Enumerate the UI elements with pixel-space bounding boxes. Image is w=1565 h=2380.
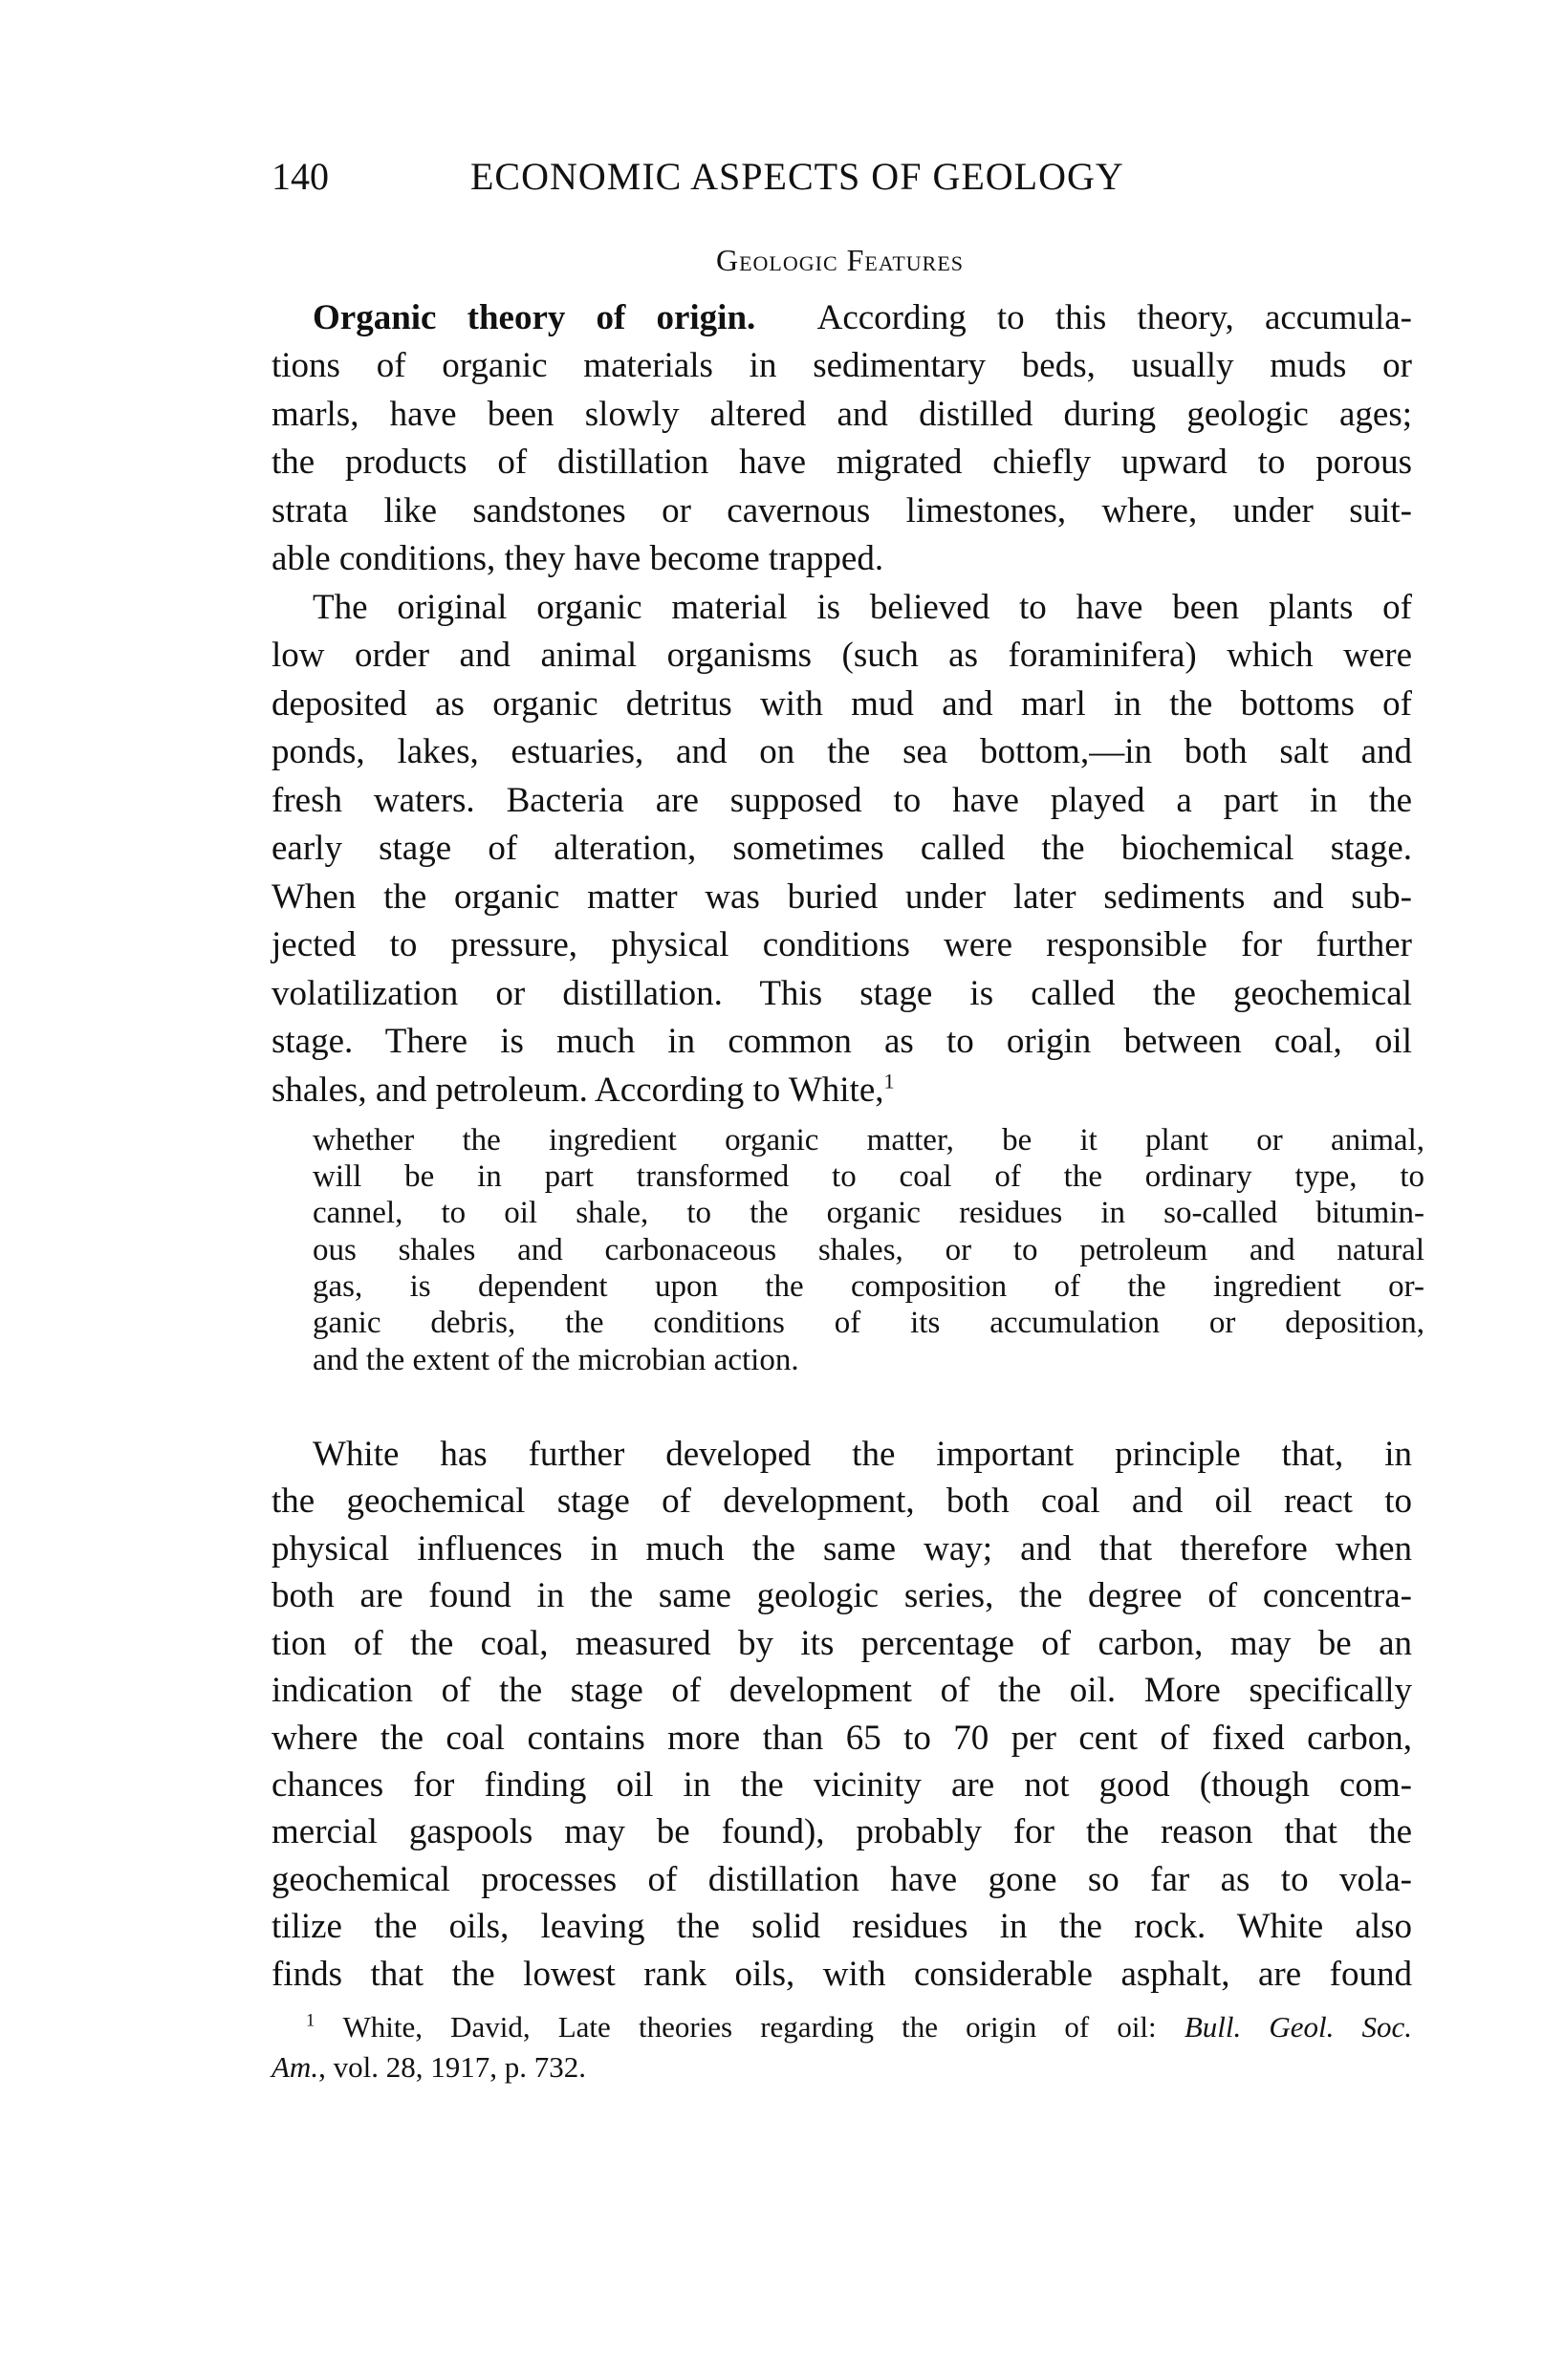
paragraph-line: stage. There is much in common as to origin between coal, oil	[272, 1022, 1412, 1061]
paragraph-line: the products of distillation have migrated chiefly upward to porous	[272, 443, 1412, 482]
paragraph-line: tions of organic materials in sedimentary beds, usually muds or	[272, 346, 1412, 385]
quote-line: and the extent of the microbian action.	[313, 1343, 799, 1377]
run-in-heading: Organic theory of origin.	[313, 298, 756, 337]
paragraph-line: fresh waters. Bacteria are supposed to have played a part in the	[272, 781, 1412, 820]
paragraph-line: The original organic material is believed to have been plants of	[313, 588, 1412, 627]
paragraph-line: tion of the coal, measured by its percentage of carbon, may be an	[272, 1624, 1412, 1663]
paragraph-line: strata like sandstones or cavernous limestones, where, under suit-	[272, 491, 1412, 530]
footnote-marker: 1	[306, 2010, 315, 2031]
paragraph-line: shales, and petroleum. According to White,$^1$	[272, 1069, 895, 1110]
running-head	[272, 153, 1228, 201]
paragraph-line: physical influences in much the same way; and that therefore when	[272, 1529, 1412, 1569]
paragraph-line: both are found in the same geologic series, the degree of concentra-	[272, 1576, 1412, 1615]
paragraph-line: Organic theory of origin. According to this theory, accumula-	[313, 298, 1413, 337]
paragraph-line: able conditions, they have become trapped.	[272, 539, 884, 578]
footnote-reference[interactable]: 1	[883, 1069, 895, 1093]
paragraph-line: chances for finding oil in the vicinity are not good (though com-	[272, 1765, 1412, 1805]
quote-line: ganic debris, the conditions of its accumulation or deposition,	[313, 1306, 1424, 1340]
footnote-line: $^1$ White, David, Late theories regarding the origin of oil: Bull. Geol. Soc.	[306, 2010, 1413, 2044]
footnote-line: Am., vol. 28, 1917, p. 732.	[272, 2050, 586, 2084]
quote-line: whether the ingredient organic matter, be it plant or animal,	[313, 1123, 1424, 1158]
section-heading: Geologic Features	[715, 243, 964, 277]
paragraph-line: where the coal contains more than 65 to 70 per cent of fixed carbon,	[272, 1719, 1412, 1758]
journal-title: Am.	[272, 2050, 319, 2084]
paragraph-line: marls, have been slowly altered and distilled during geologic ages;	[272, 395, 1412, 434]
paragraph-line: White has further developed the important principle that, in	[313, 1435, 1412, 1474]
quote-line: will be in part transformed to coal of the ordinary type, to	[313, 1159, 1424, 1194]
paragraph-line: mercial gaspools may be found), probably for the reason that the	[272, 1812, 1412, 1851]
running-title: ECONOMIC ASPECTS OF GEOLOGY	[470, 155, 1124, 198]
paragraph-line: geochemical processes of distillation have gone so far as to vola-	[272, 1860, 1412, 1899]
paragraph-line: tilize the oils, leaving the solid residues in the rock. White also	[272, 1907, 1412, 1946]
paragraph-line: finds that the lowest rank oils, with considerable asphalt, are found	[272, 1955, 1412, 1994]
quote-line: ous shales and carbonaceous shales, or to petroleum and natural	[313, 1233, 1424, 1267]
journal-title: Bull. Geol. Soc.	[1184, 2010, 1413, 2044]
paragraph-line: volatilization or distillation. This stage is called the geochemical	[272, 974, 1412, 1013]
quote-line: gas, is dependent upon the composition of the ingredient or-	[313, 1269, 1424, 1304]
quote-line: cannel, to oil shale, to the organic residues in so-called bitumin-	[313, 1196, 1424, 1230]
paragraph-line: deposited as organic detritus with mud and marl in the bottoms of	[272, 684, 1412, 724]
page-number: 140	[272, 155, 329, 198]
paragraph-line: indication of the stage of development of the oil. More specifically	[272, 1671, 1412, 1710]
paragraph-line: low order and animal organisms (such as foraminifera) which were	[272, 636, 1412, 675]
paragraph-line: When the organic matter was buried under later sediments and sub-	[272, 877, 1412, 917]
paragraph-line: the geochemical stage of development, both coal and oil react to	[272, 1482, 1412, 1521]
paragraph-line: early stage of alteration, sometimes called the biochemical stage.	[272, 829, 1412, 868]
paragraph-line: ponds, lakes, estuaries, and on the sea bottom,—in both salt and	[272, 732, 1412, 771]
paragraph-line: jected to pressure, physical conditions were responsible for further	[272, 925, 1412, 964]
